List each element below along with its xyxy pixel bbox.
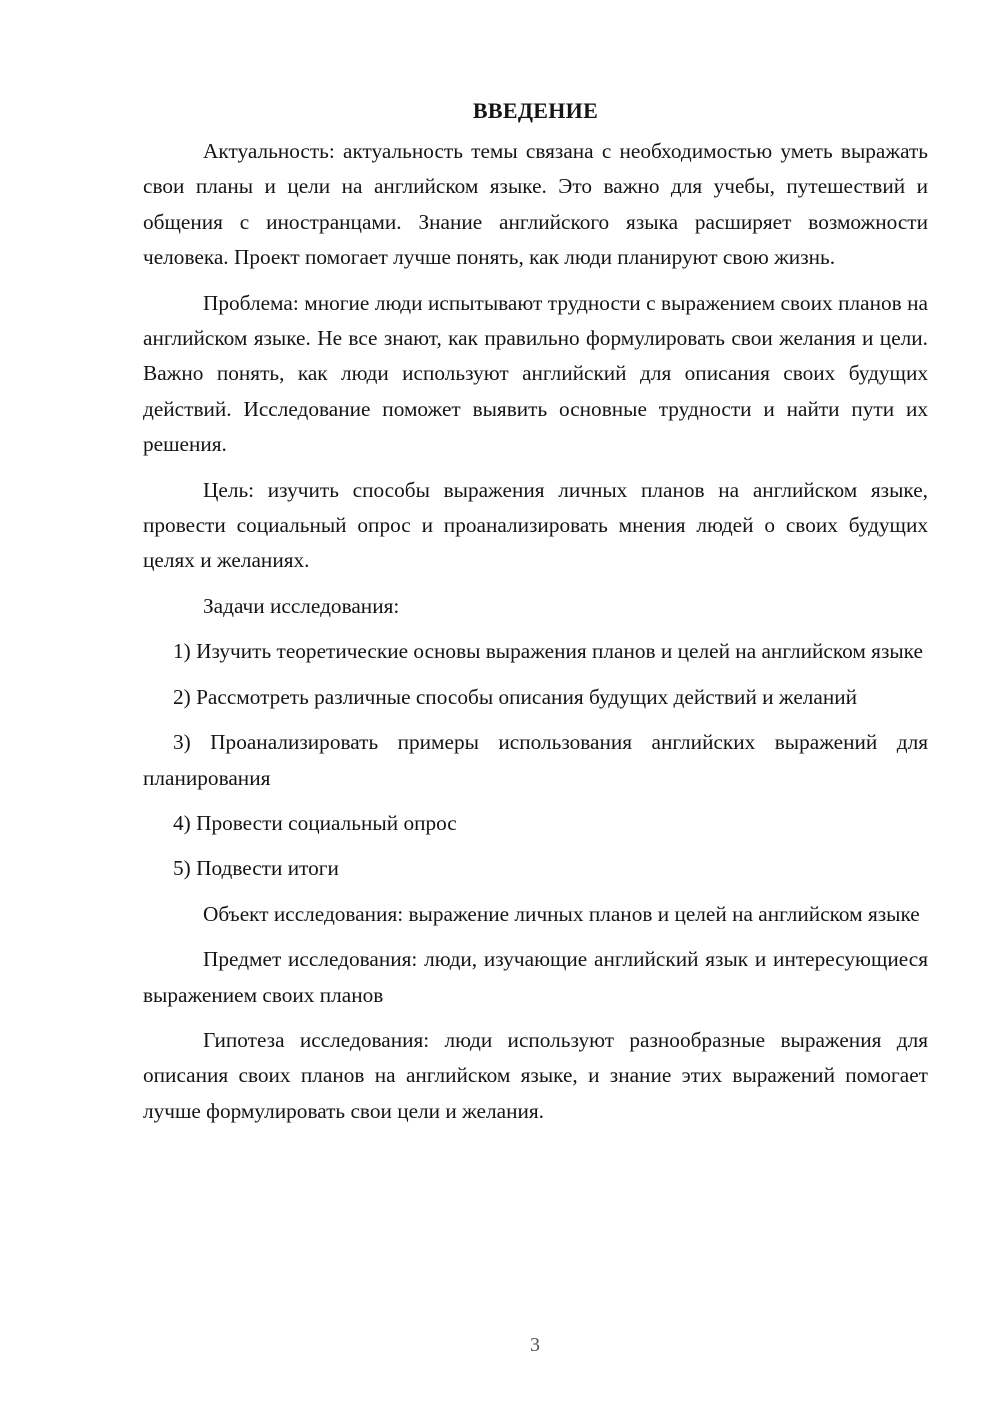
list-item: 4) Провести социальный опрос <box>173 810 457 835</box>
paragraph-goal: Цель: изучить способы выражения личных планов на английском языке, провести социальный опрос и проанализировать мнения людей о своих будущих целях и желаниях. <box>143 477 928 573</box>
section-title: ВВЕДЕНИЕ <box>472 98 599 123</box>
paragraph-subject: Предмет исследования: люди, изучающие английский язык и интересующиеся выражением своих планов <box>143 947 928 1007</box>
document-page <box>143 96 928 1139</box>
paragraph-problem: Проблема: многие люди испытывают трудности с выражением своих планов на английском языке. Не все знают, как правильно формулировать свои желания и цели. Важно понять, как люди используют английский для описания своих будущих действий. Исследование поможет выявить основные трудности и найти пути их решения. <box>143 290 928 457</box>
paragraph-object: Объект исследования: выражение личных планов и целей на английском языке <box>203 901 920 926</box>
tasks-list <box>143 634 928 886</box>
list-item: 2) Рассмотреть различные способы описания будущих действий и желаний <box>173 684 858 709</box>
paragraph-relevance: Актуальность: актуальность темы связана с необходимостью уметь выражать свои планы и цели на английском языке. Это важно для учебы, путешествий и общения с иностранцами. Знание английского языка расширяет возможности человека. Проект помогает лучше понять, как люди планируют свою жизнь. <box>143 139 928 270</box>
list-item: 3) Проанализировать примеры использования английских выражений для планирования <box>143 730 928 790</box>
list-item: 1) Изучить теоретические основы выражения планов и целей на английском языке <box>173 639 923 664</box>
page-number: 3 <box>530 1334 540 1356</box>
tasks-heading: Задачи исследования: <box>203 593 400 618</box>
list-item: 5) Подвести итоги <box>173 856 339 881</box>
paragraph-hypothesis: Гипотеза исследования: люди используют разнообразные выражения для описания своих планов на английском языке, и знание этих выражений помогает лучше формулировать свои цели и желания. <box>143 1027 928 1123</box>
